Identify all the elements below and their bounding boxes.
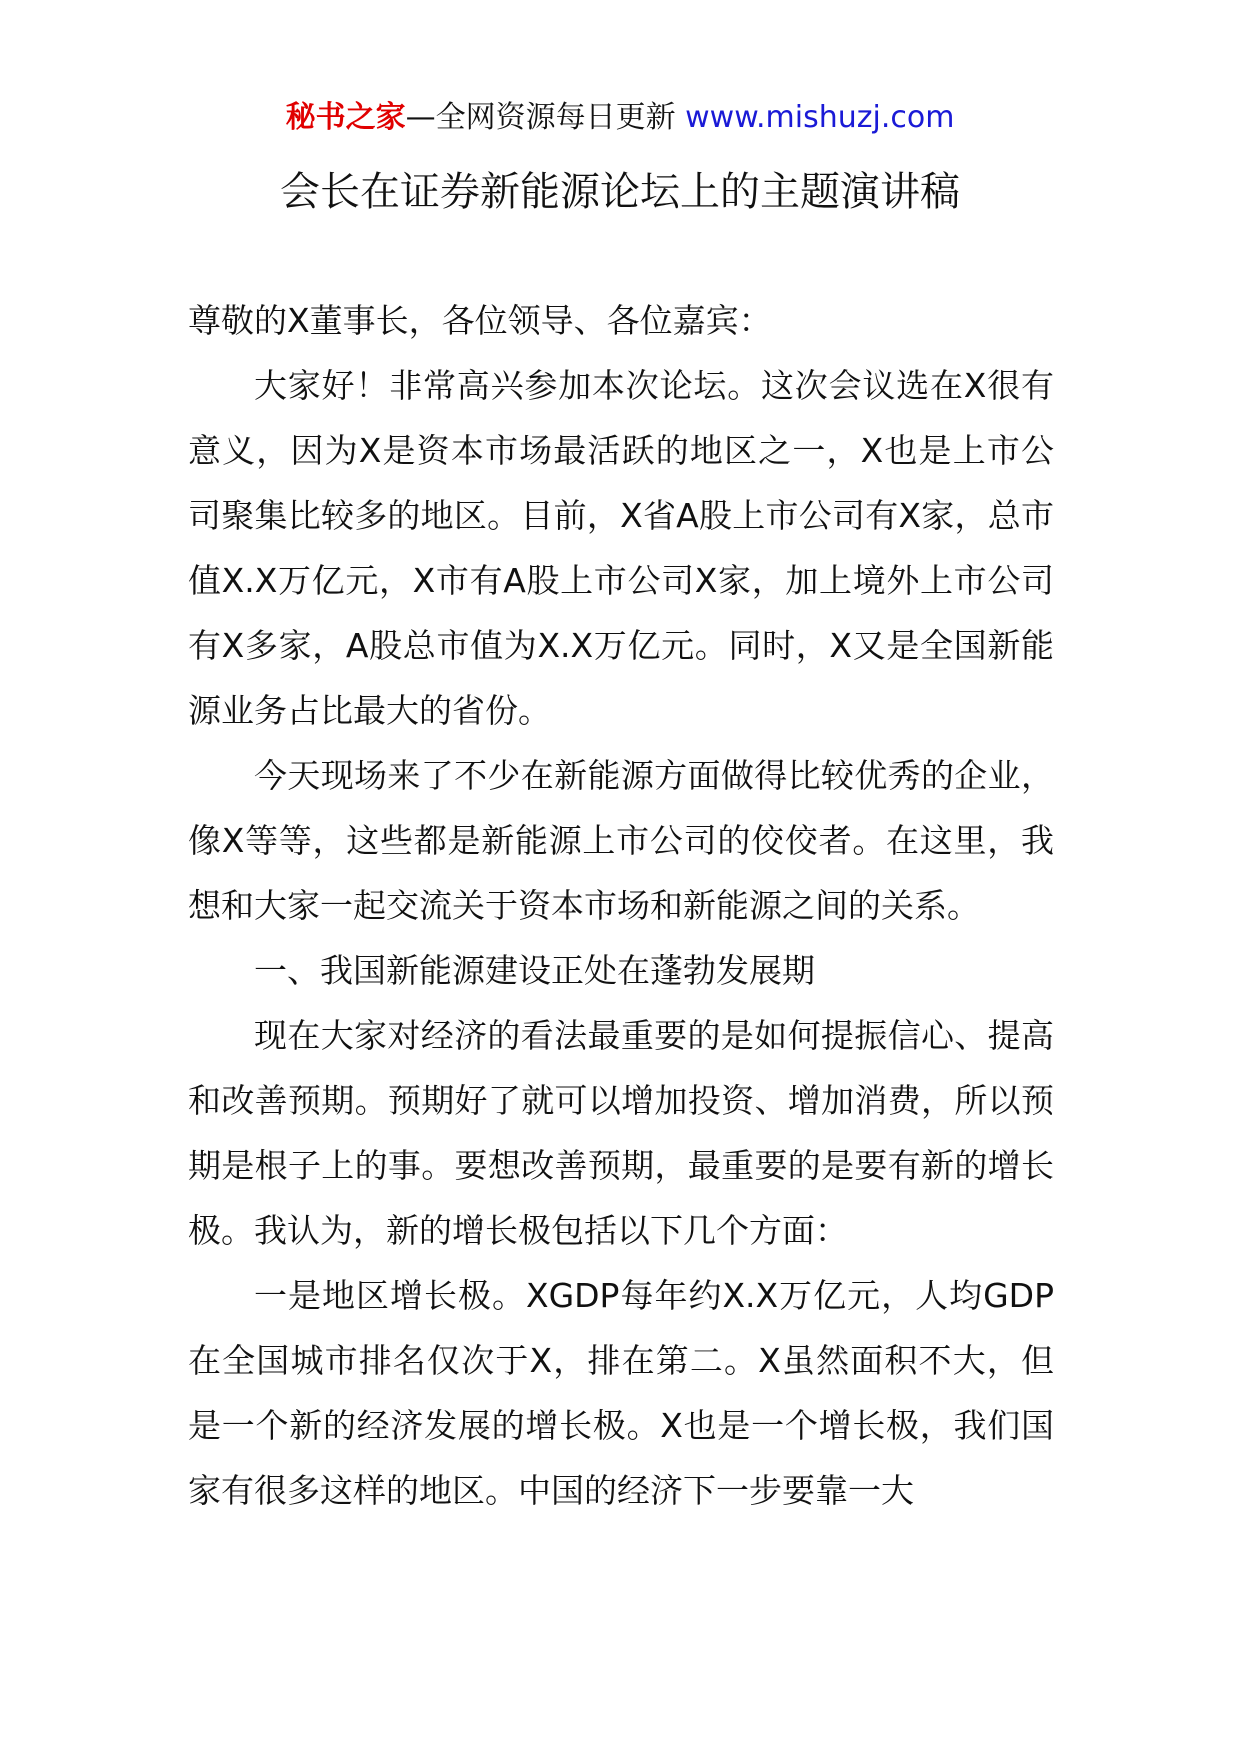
header-slogan: —全网资源每日更新 [405,100,676,135]
salutation-paragraph: 尊敬的X董事长，各位领导、各位嘉宾： [188,301,772,340]
body-paragraph: 现在大家对经济的看法最重要的是如何提振信心、提高和改善预期。预期好了就可以增加投资、增加消费，所以预期是根子上的事。要想改善预期，最重要的是要有新的增长极。我认为，新的增长极包括以下几个方面： [188,1016,1054,1250]
site-url-link[interactable]: www.mishuzj.com [685,100,955,135]
section-heading: 一、我国新能源建设正处在蓬勃发展期 [254,951,815,990]
body-paragraph: 今天现场来了不少在新能源方面做得比较优秀的企业，像X等等，这些都是新能源上市公司的佼佼者。在这里，我想和大家一起交流关于资本市场和新能源之间的关系。 [188,756,1054,925]
body-paragraph: 大家好！非常高兴参加本次论坛。这次会议选在X很有意义，因为X是资本市场最活跃的地区之一，X也是上市公司聚集比较多的地区。目前，X省A股上市公司有X家，总市值X.X万亿元，X市有A股上市公司X家，加上境外上市公司有X多家，A股总市值为X.X万亿元。同时，X又是全国新能源业务占比最大的省份。 [188,366,1054,730]
site-header [0,98,1240,138]
brand-name: 秘书之家 [285,100,406,135]
document-title: 会长在证券新能源论坛上的主题演讲稿 [280,169,960,215]
document-body [188,288,1054,1523]
body-paragraph: 一是地区增长极。XGDP每年约X.X万亿元，人均GDP在全国城市排名仅次于X，排在第二。X虽然面积不大，但是一个新的经济发展的增长极。X也是一个增长极，我们国家有很多这样的地区。中国的经济下一步要靠一大 [188,1276,1054,1510]
